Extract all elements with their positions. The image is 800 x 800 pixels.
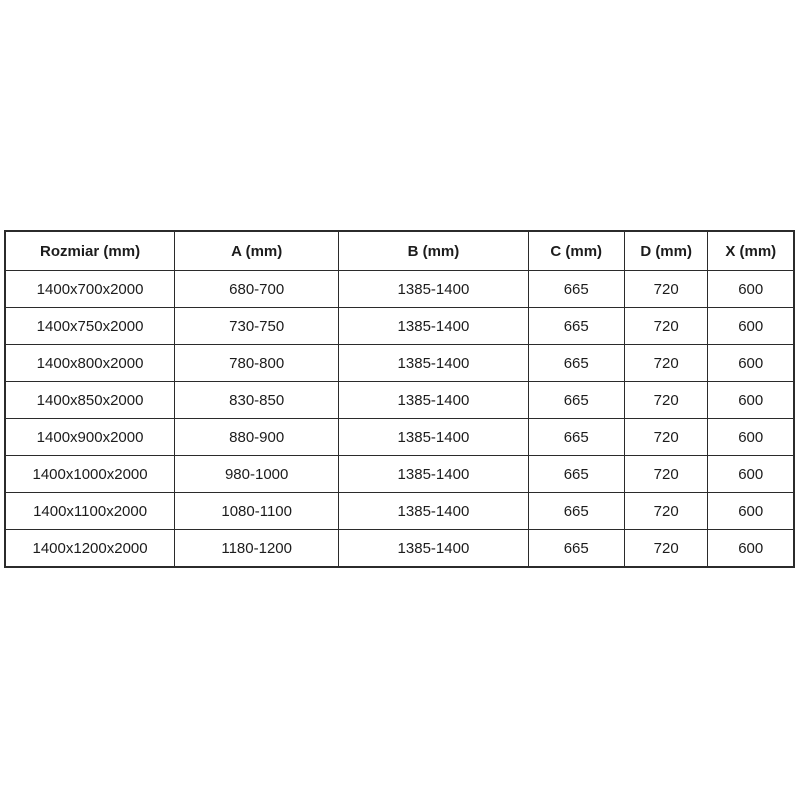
- table-cell: 665: [528, 382, 624, 419]
- table-cell: 1385-1400: [339, 345, 528, 382]
- table-cell: 1400x1100x2000: [5, 493, 175, 530]
- table-cell: 665: [528, 419, 624, 456]
- table-cell: 1385-1400: [339, 382, 528, 419]
- table-cell: 1385-1400: [339, 308, 528, 345]
- table-row: [5, 493, 794, 530]
- table-cell: 1080-1100: [175, 493, 339, 530]
- table-cell: 1385-1400: [339, 271, 528, 308]
- table-cell: 1180-1200: [175, 530, 339, 568]
- table-cell: 600: [708, 419, 794, 456]
- table-cell: 600: [708, 530, 794, 568]
- table-cell: 600: [708, 271, 794, 308]
- table-cell: 830-850: [175, 382, 339, 419]
- table-cell: 665: [528, 456, 624, 493]
- table-cell: 1400x750x2000: [5, 308, 175, 345]
- header-cell-x: X (mm): [708, 231, 794, 271]
- table-cell: 720: [624, 345, 708, 382]
- table-cell: 665: [528, 530, 624, 568]
- table-cell: 1400x900x2000: [5, 419, 175, 456]
- table-row: [5, 308, 794, 345]
- header-cell-rozmiar: Rozmiar (mm): [5, 231, 175, 271]
- table-row: [5, 456, 794, 493]
- table-cell: 1400x700x2000: [5, 271, 175, 308]
- table-cell: 720: [624, 382, 708, 419]
- table-cell: 600: [708, 493, 794, 530]
- table-cell: 1385-1400: [339, 419, 528, 456]
- table-cell: 720: [624, 456, 708, 493]
- table-cell: 600: [708, 308, 794, 345]
- table-cell: 680-700: [175, 271, 339, 308]
- table-cell: 720: [624, 419, 708, 456]
- table-cell: 665: [528, 308, 624, 345]
- table-cell: 1400x850x2000: [5, 382, 175, 419]
- table-cell: 720: [624, 493, 708, 530]
- table-cell: 600: [708, 345, 794, 382]
- table-row: [5, 382, 794, 419]
- table-cell: 720: [624, 271, 708, 308]
- table-cell: 720: [624, 530, 708, 568]
- table-cell: 720: [624, 308, 708, 345]
- table-row: [5, 345, 794, 382]
- table-header-row: [5, 231, 794, 271]
- table-cell: 1400x1000x2000: [5, 456, 175, 493]
- table-cell: 665: [528, 345, 624, 382]
- table-cell: 880-900: [175, 419, 339, 456]
- table-row: [5, 530, 794, 568]
- table-row: [5, 271, 794, 308]
- header-cell-a: A (mm): [175, 231, 339, 271]
- table-cell: 1400x800x2000: [5, 345, 175, 382]
- table-cell: 1385-1400: [339, 456, 528, 493]
- table-cell: 665: [528, 493, 624, 530]
- table-cell: 780-800: [175, 345, 339, 382]
- dimensions-table: [4, 230, 795, 568]
- table-cell: 980-1000: [175, 456, 339, 493]
- table-cell: 600: [708, 382, 794, 419]
- table-cell: 600: [708, 456, 794, 493]
- table-row: [5, 419, 794, 456]
- table-cell: 730-750: [175, 308, 339, 345]
- table-cell: 1385-1400: [339, 493, 528, 530]
- table-cell: 1400x1200x2000: [5, 530, 175, 568]
- header-cell-c: C (mm): [528, 231, 624, 271]
- header-cell-b: B (mm): [339, 231, 528, 271]
- table-cell: 1385-1400: [339, 530, 528, 568]
- table-cell: 665: [528, 271, 624, 308]
- header-cell-d: D (mm): [624, 231, 708, 271]
